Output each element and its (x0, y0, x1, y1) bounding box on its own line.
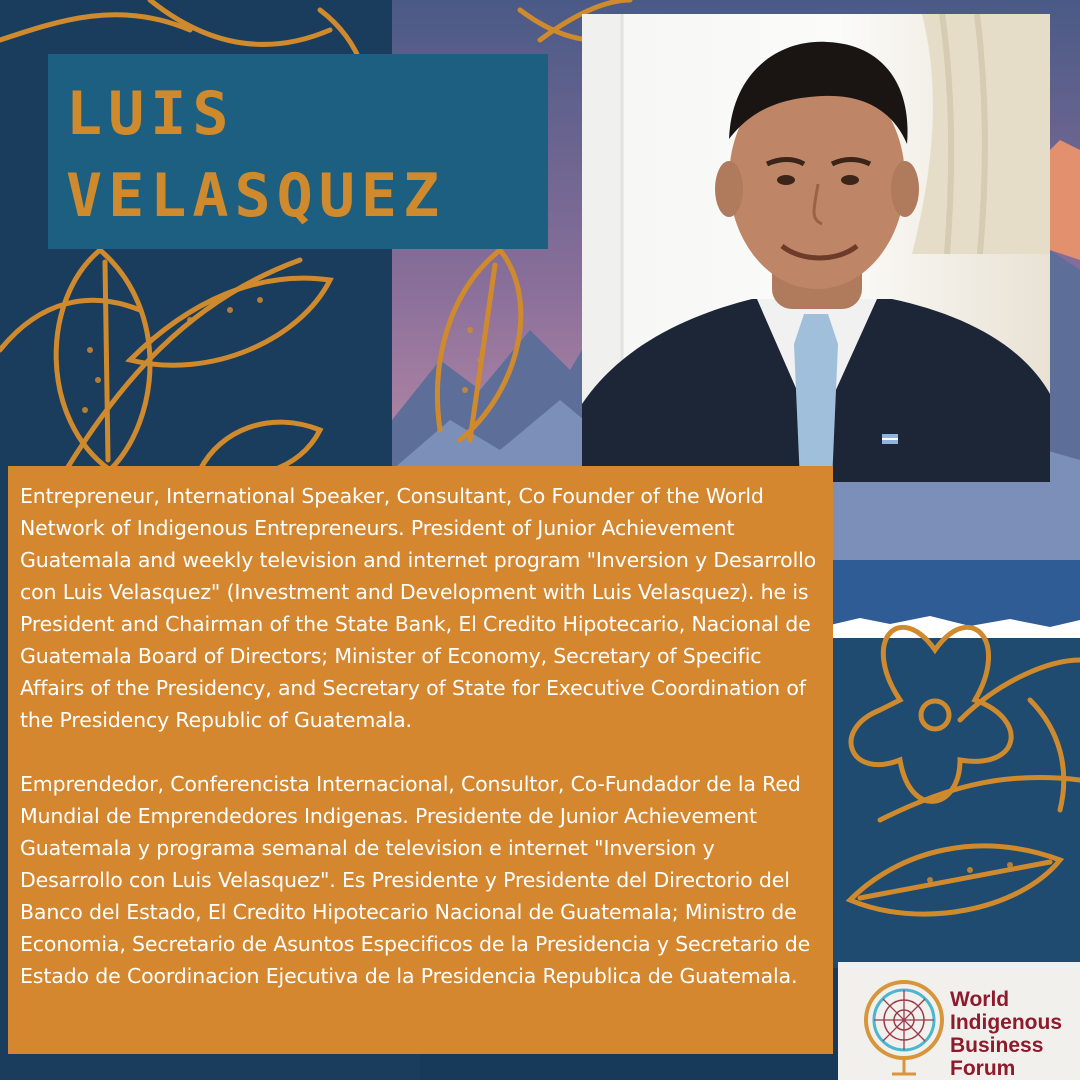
logo-wordmark: World Indigenous Business Forum (950, 988, 1062, 1080)
speaker-photo (582, 14, 1050, 482)
bio-spanish: Emprendedor, Conferencista Internacional, Consultor, Co-Fundador de la Red Mundial de Emprendedores Indigenas. Presidente de Junior Achievement Guatemala y programa semanal de television e internet "Inversion y Desarrollo con Luis Velasquez". Es Presidente y Presidente del Directorio del Banco del Estado, El Credito Hipotecario Nacional de Guatemala; Ministro de Economia, Secretario de Asuntos Especificos de la Presidencia y Secretario de Estado de Coordinacion Ejecutiva de la Presidencia Republica de Guatemala. (20, 772, 811, 988)
bio-panel (8, 466, 833, 1054)
bio-english: Entrepreneur, International Speaker, Consultant, Co Founder of the World Network of Indigenous Entrepreneurs. President of Junior Achievement Guatemala and weekly television and internet program "Inversion y Desarrollo con Luis Velasquez" (Investment and Development with Luis Velasquez). he is President and Chairman of the State Bank, El Credito Hipotecario, Nacional de Guatemala Board of Directors; Minister of Economy, Secretary of Specific Affairs of the Presidency, and Secretary of State for Executive Coordination of the Presidency Republic of Guatemala. (20, 484, 817, 732)
name-banner (48, 54, 548, 249)
speaker-first-name: LUIS (66, 79, 235, 149)
wibf-logo (838, 962, 1080, 1080)
speaker-last-name: VELASQUEZ (66, 161, 446, 231)
